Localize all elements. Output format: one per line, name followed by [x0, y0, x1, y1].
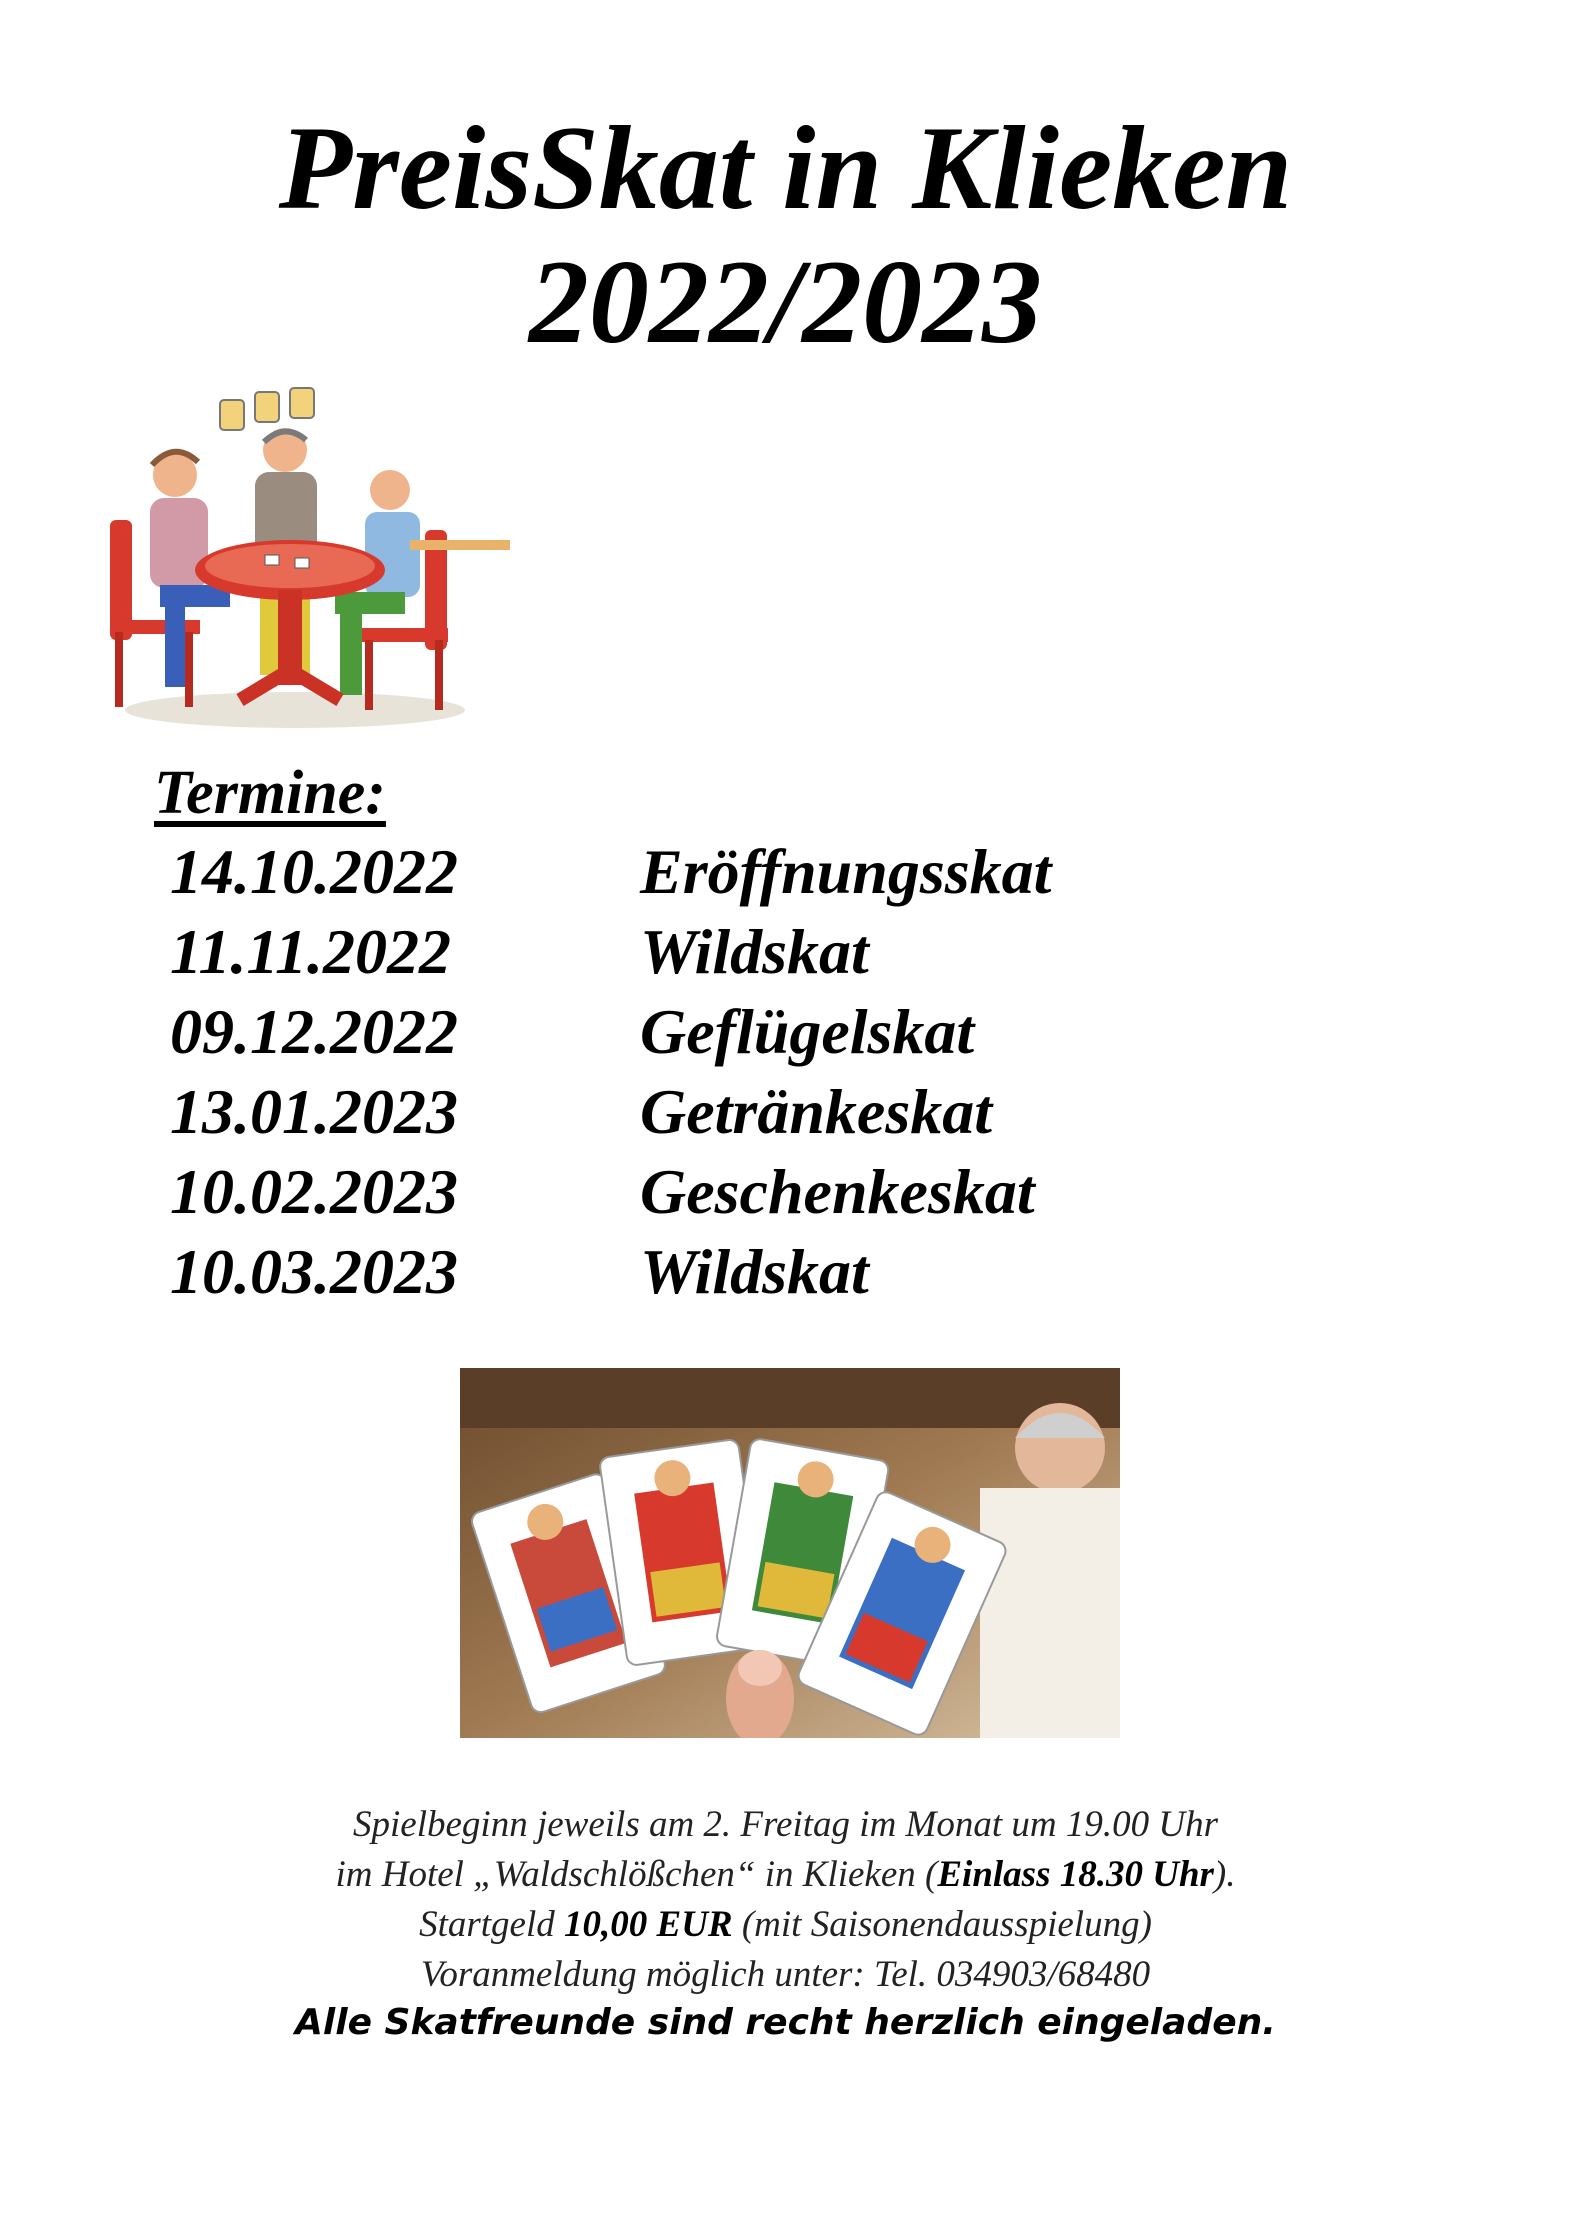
event-date: 13.01.2023	[170, 1076, 458, 1147]
info-text: (mit Saisonendausspielung)	[732, 1904, 1152, 1945]
info-text: ).	[1213, 1854, 1236, 1895]
invitation-text: Alle Skatfreunde sind recht herzlich eingeladen.	[295, 2002, 1276, 2043]
event-date: 10.03.2023	[170, 1236, 458, 1307]
event-name: Getränkeskat	[640, 1076, 992, 1147]
entry-fee: 10,00 EUR	[564, 1904, 733, 1945]
card-players-cartoon	[80, 370, 510, 748]
info-text: Startgeld	[419, 1904, 565, 1945]
skat-cards-photo	[460, 1368, 1120, 1738]
event-name: Wildskat	[640, 916, 869, 987]
event-date: 14.10.2022	[170, 836, 458, 907]
event-date: 09.12.2022	[170, 996, 458, 1067]
info-line-venue	[0, 1850, 1571, 1900]
info-line-fee	[0, 1900, 1571, 1950]
event-name: Geflügelskat	[640, 996, 975, 1067]
event-date: 11.11.2022	[170, 916, 451, 987]
info-line-phone: Voranmeldung möglich unter: Tel. 034903/68480	[420, 1954, 1151, 1995]
info-text: im Hotel „Waldschlößchen“ in Klieken (	[335, 1854, 938, 1895]
season-title: 2022/2023	[528, 235, 1043, 368]
event-name: Wildskat	[640, 1236, 869, 1307]
event-name: Eröffnungsskat	[640, 836, 1052, 907]
event-date: 10.02.2023	[170, 1156, 458, 1227]
page-title: PreisSkat in Klieken	[278, 101, 1293, 234]
event-info	[0, 1800, 1571, 2000]
entry-time: Einlass 18.30 Uhr	[937, 1854, 1214, 1895]
event-name: Geschenkeskat	[640, 1156, 1035, 1227]
info-line: Spielbeginn jeweils am 2. Freitag im Monat um 19.00 Uhr	[353, 1804, 1218, 1845]
termine-heading: Termine:	[154, 759, 386, 827]
